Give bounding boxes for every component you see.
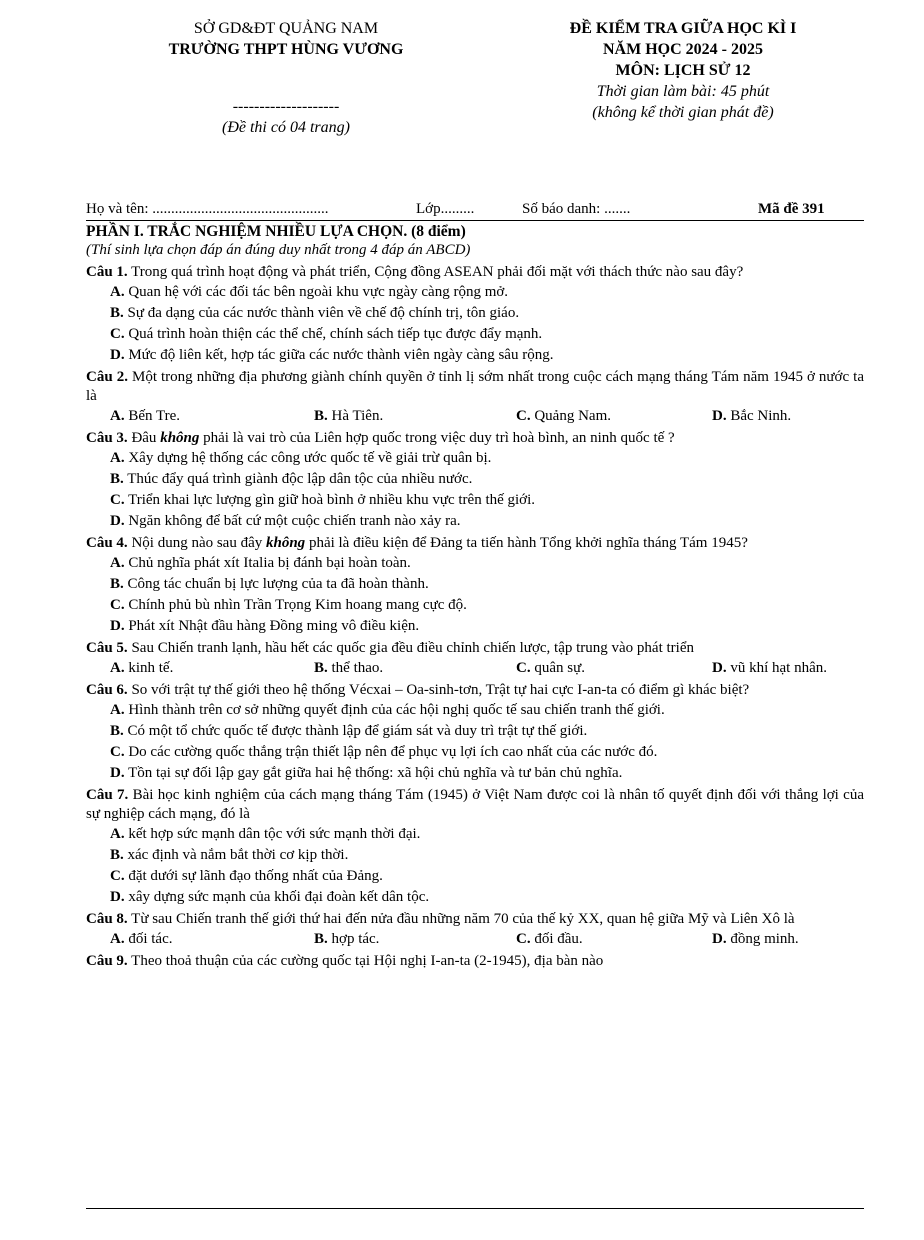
- option-text: Mức độ liên kết, hợp tác giữa các nước thành viên ngày càng sâu rộng.: [124, 347, 554, 363]
- header-divider-dashes: --------------------: [232, 98, 340, 115]
- answer-option: [86, 490, 864, 511]
- question-text: Sau Chiến tranh lạnh, hầu hết các quốc gia đều điều chỉnh chiến lược, tập trung vào phát triển: [127, 640, 694, 656]
- option-text: Bắc Ninh.: [726, 408, 792, 424]
- question-3: [86, 429, 864, 448]
- option-text: Xây dựng hệ thống các công ước quốc tế về giải trừ quân bị.: [124, 450, 492, 466]
- answer-option: [86, 887, 864, 908]
- exam-title: ĐỀ KIỂM TRA GIỮA HỌC KÌ I: [569, 20, 797, 37]
- question-number: Câu 4.: [86, 535, 128, 551]
- option-key: C.: [516, 408, 531, 424]
- option-key: B.: [314, 931, 328, 947]
- question-6: [86, 681, 864, 700]
- option-key: C.: [516, 660, 531, 676]
- question-number: Câu 7.: [86, 787, 129, 803]
- option-key: A.: [110, 660, 125, 676]
- question-number: Câu 9.: [86, 953, 128, 969]
- option-key: D.: [110, 618, 125, 634]
- answer-option: [86, 824, 864, 845]
- question-5: [86, 639, 864, 658]
- option-key: B.: [110, 576, 124, 592]
- answer-option: [86, 448, 864, 469]
- question-number: Câu 3.: [86, 430, 128, 446]
- option-key: B.: [314, 660, 328, 676]
- answer-option: [86, 721, 864, 742]
- answer-option: [86, 742, 864, 763]
- answer-option: [314, 658, 383, 679]
- student-name-field: Họ và tên: ...............................................: [86, 201, 329, 217]
- question-list: [86, 263, 864, 971]
- option-key: A.: [110, 450, 125, 466]
- answer-option: [516, 658, 585, 679]
- answer-option: [110, 929, 173, 950]
- option-text: Công tác chuẩn bị lực lượng của ta đã hoàn thành.: [123, 576, 429, 592]
- question-text: So với trật tự thế giới theo hệ thống Vécxai – Oa-sinh-tơn, Trật tự hai cực I-an-ta có điểm gì khác biệt?: [127, 682, 750, 698]
- option-text: thể thao.: [327, 660, 384, 676]
- option-text: Thúc đẩy quá trình giành độc lập dân tộc của nhiều nước.: [123, 471, 473, 487]
- question-text: Bài học kinh nghiệm của cách mạng tháng Tám (1945) ở Việt Nam được coi là nhân tố quyết định đối với thắng lợi của sự nghiệp cách mạng, đó là: [86, 787, 864, 822]
- option-text: đối đầu.: [530, 931, 583, 947]
- option-key: C.: [110, 597, 125, 613]
- option-key: D.: [110, 513, 125, 529]
- info-underline: [86, 220, 864, 221]
- option-text: đặt dưới sự lãnh đạo thống nhất của Đảng.: [124, 868, 383, 884]
- option-key: B.: [110, 723, 124, 739]
- question-number: Câu 8.: [86, 911, 128, 927]
- question-text: Theo thoả thuận của các cường quốc tại Hội nghị I-an-ta (2-1945), địa bàn nào: [127, 953, 604, 969]
- question-4: [86, 534, 864, 553]
- option-key: C.: [110, 492, 125, 508]
- question-9: [86, 952, 864, 971]
- option-key: D.: [712, 408, 727, 424]
- answer-option: [110, 406, 180, 427]
- question-emphasis: không: [160, 430, 200, 446]
- option-text: Hình thành trên cơ sở những quyết định của các hội nghị quốc tế sau chiến tranh thế giới.: [124, 702, 665, 718]
- option-text: Quan hệ với các đối tác bên ngoài khu vực ngày càng rộng mở.: [124, 284, 509, 300]
- option-text: vũ khí hạt nhân.: [726, 660, 827, 676]
- answer-option: [712, 406, 791, 427]
- option-text: Phát xít Nhật đầu hàng Đồng ming vô điều kiện.: [124, 618, 420, 634]
- option-key: B.: [110, 847, 124, 863]
- option-text: Quá trình hoàn thiện các thể chế, chính sách tiếp tục được đẩy mạnh.: [124, 326, 543, 342]
- exam-code: Mã đề 391: [758, 201, 825, 217]
- school-name: TRƯỜNG THPT HÙNG VƯƠNG: [168, 41, 404, 58]
- time-note: (không kể thời gian phát đề): [592, 104, 774, 121]
- option-key: A.: [110, 408, 125, 424]
- question-number: Câu 6.: [86, 682, 128, 698]
- answer-option: [712, 658, 827, 679]
- option-key: C.: [110, 326, 125, 342]
- option-text: Sự đa dạng của các nước thành viên về chế độ chính trị, tôn giáo.: [123, 305, 520, 321]
- page-bottom-rule: [86, 1208, 864, 1209]
- question-number: Câu 1.: [86, 264, 128, 280]
- option-key: A.: [110, 555, 125, 571]
- option-key: C.: [516, 931, 531, 947]
- student-info-line: [86, 200, 864, 220]
- option-key: C.: [110, 744, 125, 760]
- question-text: Nội dung nào sau đây: [127, 535, 266, 551]
- exam-content: [86, 222, 864, 971]
- question-2: [86, 368, 864, 406]
- option-text: xác định và nắm bắt thời cơ kịp thời.: [123, 847, 349, 863]
- school-year: NĂM HỌC 2024 - 2025: [603, 41, 763, 58]
- answer-option: [86, 324, 864, 345]
- question-text: phải là điều kiện để Đảng ta tiến hành Tổng khởi nghĩa tháng Tám 1945?: [305, 535, 748, 551]
- option-text: đối tác.: [124, 931, 173, 947]
- option-key: A.: [110, 826, 125, 842]
- option-key: A.: [110, 931, 125, 947]
- page-count-note: (Đề thi có 04 trang): [222, 119, 350, 136]
- option-text: Chính phủ bù nhìn Trần Trọng Kim hoang mang cực độ.: [124, 597, 467, 613]
- option-key: D.: [110, 765, 125, 781]
- answer-option: [314, 406, 383, 427]
- candidate-number-field: Số báo danh: .......: [522, 201, 631, 217]
- subject: MÔN: LỊCH SỬ 12: [615, 62, 751, 79]
- answer-options-row: [86, 406, 864, 427]
- exam-header: [86, 18, 856, 168]
- answer-option: [110, 658, 173, 679]
- answer-option: [86, 866, 864, 887]
- question-text: Một trong những địa phương giành chính quyền ở tỉnh lị sớm nhất trong cuộc cách mạng tháng Tám năm 1945 ở nước ta là: [86, 369, 864, 404]
- answer-option: [86, 595, 864, 616]
- answer-option: [86, 282, 864, 303]
- option-key: B.: [110, 471, 124, 487]
- option-text: Triển khai lực lượng gìn giữ hoà bình ở nhiều khu vực trên thế giới.: [124, 492, 536, 508]
- question-text: Từ sau Chiến tranh thế giới thứ hai đến nửa đầu những năm 70 của thế kỷ XX, quan hệ giữa Mỹ và Liên Xô là: [127, 911, 795, 927]
- answer-option: [86, 469, 864, 490]
- option-text: Bến Tre.: [124, 408, 181, 424]
- answer-option: [86, 511, 864, 532]
- option-text: hợp tác.: [327, 931, 380, 947]
- answer-option: [516, 929, 583, 950]
- option-key: B.: [314, 408, 328, 424]
- answer-options-row: [86, 929, 864, 950]
- option-key: B.: [110, 305, 124, 321]
- question-number: Câu 5.: [86, 640, 128, 656]
- answer-option: [86, 616, 864, 637]
- question-text: Đâu: [127, 430, 161, 446]
- option-text: Do các cường quốc thắng trận thiết lập nên để phục vụ lợi ích cao nhất của các nước đó.: [124, 744, 658, 760]
- question-7: [86, 786, 864, 824]
- school-block: [86, 18, 486, 138]
- section-title: PHẦN I. TRẮC NGHIỆM NHIỀU LỰA CHỌN. (8 điểm): [86, 223, 466, 240]
- option-text: kết hợp sức mạnh dân tộc với sức mạnh thời đại.: [124, 826, 421, 842]
- question-text: phải là vai trò của Liên hợp quốc trong việc duy trì hoà bình, an ninh quốc tế ?: [199, 430, 675, 446]
- question-1: [86, 263, 864, 282]
- option-key: D.: [712, 660, 727, 676]
- answer-option: [86, 303, 864, 324]
- option-text: quân sự.: [530, 660, 585, 676]
- section-instructions: (Thí sinh lựa chọn đáp án đúng duy nhất trong 4 đáp án ABCD): [86, 242, 471, 258]
- option-text: Quảng Nam.: [530, 408, 611, 424]
- question-number: Câu 2.: [86, 369, 128, 385]
- option-text: Hà Tiên.: [327, 408, 384, 424]
- option-key: D.: [712, 931, 727, 947]
- answer-option: [86, 763, 864, 784]
- option-text: Chủ nghĩa phát xít Italia bị đánh bại hoàn toàn.: [124, 555, 411, 571]
- department-name: SỞ GD&ĐT QUẢNG NAM: [193, 20, 379, 37]
- answer-option: [314, 929, 379, 950]
- answer-option: [86, 574, 864, 595]
- answer-option: [86, 553, 864, 574]
- question-emphasis: không: [266, 535, 306, 551]
- answer-option: [86, 345, 864, 366]
- exam-title-block: [510, 18, 856, 123]
- option-key: D.: [110, 889, 125, 905]
- question-8: [86, 910, 864, 929]
- answer-options-row: [86, 658, 864, 679]
- option-text: đồng minh.: [726, 931, 799, 947]
- question-text: Trong quá trình hoạt động và phát triển, Cộng đồng ASEAN phải đối mặt với thách thức nào sau đây?: [127, 264, 744, 280]
- option-key: D.: [110, 347, 125, 363]
- option-key: C.: [110, 868, 125, 884]
- option-text: kinh tế.: [124, 660, 174, 676]
- answer-option: [86, 700, 864, 721]
- option-text: xây dựng sức mạnh của khối đại đoàn kết dân tộc.: [124, 889, 430, 905]
- option-text: Có một tổ chức quốc tế được thành lập để giám sát và duy trì trật tự thế giới.: [123, 723, 588, 739]
- answer-option: [86, 845, 864, 866]
- option-text: Tồn tại sự đối lập gay gắt giữa hai hệ thống: xã hội chủ nghĩa và tư bản chủ nghĩa.: [124, 765, 623, 781]
- class-field: Lớp.........: [416, 201, 475, 217]
- answer-option: [712, 929, 799, 950]
- answer-option: [516, 406, 611, 427]
- option-key: A.: [110, 702, 125, 718]
- option-text: Ngăn không để bất cứ một cuộc chiến tranh nào xảy ra.: [124, 513, 461, 529]
- time-limit: Thời gian làm bài: 45 phút: [596, 83, 770, 100]
- option-key: A.: [110, 284, 125, 300]
